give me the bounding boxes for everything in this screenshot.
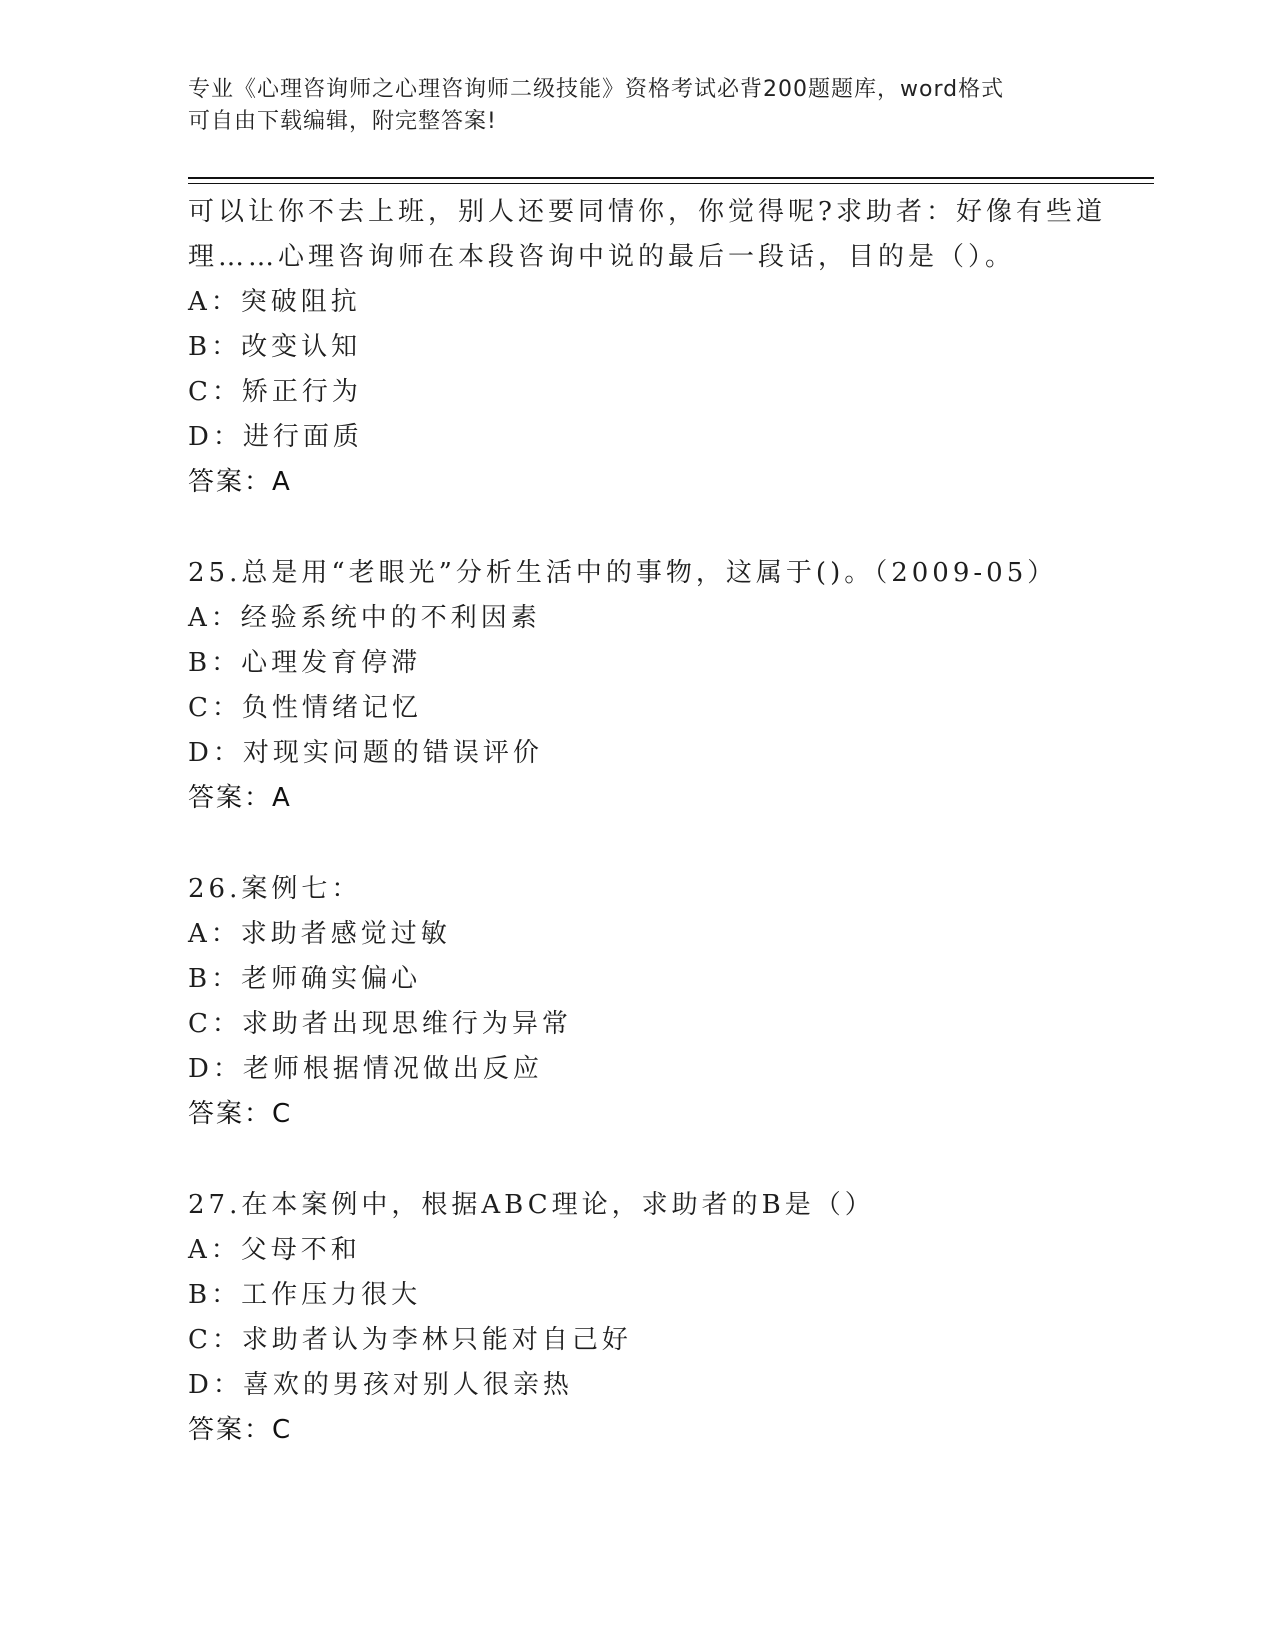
question-stem: 可以让你不去上班，别人还要同情你，你觉得呢?求助者：好像有些道 bbox=[188, 197, 1106, 227]
option-a: A：突破阻抗 bbox=[188, 287, 361, 317]
option-a: A：经验系统中的不利因素 bbox=[188, 603, 541, 633]
option-b: B：改变认知 bbox=[188, 332, 362, 362]
option-b: B：心理发育停滞 bbox=[188, 648, 422, 678]
question-block-25 bbox=[188, 551, 1088, 821]
question-block-27 bbox=[188, 1183, 1088, 1453]
spacer bbox=[188, 505, 1088, 551]
header-divider-thin bbox=[188, 183, 1154, 184]
option-a: A：父母不和 bbox=[188, 1235, 361, 1265]
option-d: D：进行面质 bbox=[188, 422, 363, 452]
answer-line: 答案：A bbox=[188, 467, 292, 497]
option-c: C：求助者认为李林只能对自己好 bbox=[188, 1325, 632, 1355]
header-divider-thick bbox=[188, 177, 1154, 179]
question-stem: 26.案例七： bbox=[188, 874, 362, 904]
option-d: D：老师根据情况做出反应 bbox=[188, 1054, 543, 1084]
question-block-continued bbox=[188, 190, 1106, 505]
spacer bbox=[188, 1137, 1088, 1183]
question-stem: 25.总是用“老眼光”分析生活中的事物，这属于()。（2009-05） bbox=[188, 558, 1058, 588]
answer-line: 答案：C bbox=[188, 1415, 293, 1445]
answer-line: 答案：C bbox=[188, 1099, 293, 1129]
option-c: C：矫正行为 bbox=[188, 377, 362, 407]
answer-line: 答案：A bbox=[188, 783, 292, 813]
option-d: D：对现实问题的错误评价 bbox=[188, 738, 543, 768]
spacer bbox=[188, 821, 1088, 867]
option-a: A：求助者感觉过敏 bbox=[188, 919, 451, 949]
option-d: D：喜欢的男孩对别人很亲热 bbox=[188, 1370, 573, 1400]
option-b: B：工作压力很大 bbox=[188, 1280, 422, 1310]
document-header bbox=[188, 74, 1068, 138]
question-stem: 理……心理咨询师在本段咨询中说的最后一段话，目的是（）。 bbox=[188, 242, 1016, 272]
option-c: C：负性情绪记忆 bbox=[188, 693, 422, 723]
option-b: B：老师确实偏心 bbox=[188, 964, 422, 994]
option-c: C：求助者出现思维行为异常 bbox=[188, 1009, 572, 1039]
question-stem: 27.在本案例中，根据ABC理论，求助者的B是（） bbox=[188, 1190, 875, 1220]
header-title-line-2: 可自由下载编辑，附完整答案! bbox=[188, 109, 497, 134]
header-title-line-1: 专业《心理咨询师之心理咨询师二级技能》资格考试必背200题题库，word格式 bbox=[188, 77, 1005, 102]
question-block-26 bbox=[188, 867, 1088, 1137]
question-list bbox=[188, 190, 1106, 1453]
